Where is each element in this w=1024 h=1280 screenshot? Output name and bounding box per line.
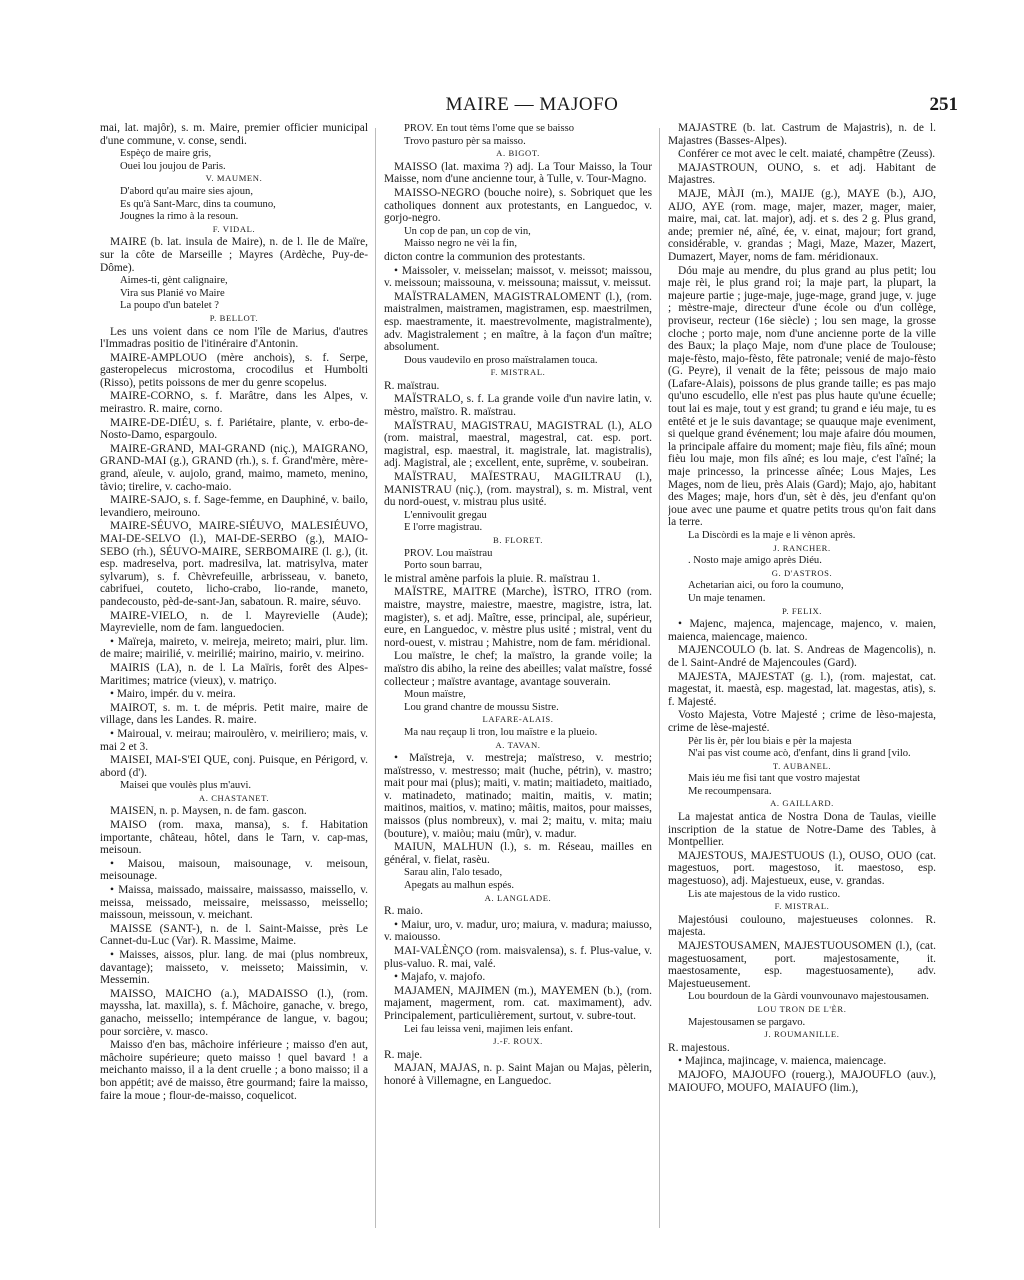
dictionary-entry: • Majenc, majenca, majencage, majenco, v. maien, maienca, maiencage, maienco. [668, 618, 936, 643]
citation-author: P. BELLOT. [209, 312, 259, 323]
column-middle [384, 122, 652, 1242]
dictionary-entry: • Maisses, aissos, plur. lang. de mai (plus nombreux, davantage); maisseto, v. meisseto; Maissimin, v. Messemin. [100, 949, 368, 987]
dictionary-entry: MAJESTA, MAJESTAT (g. l.), (rom. majestat, cat. magestat, it. maestà, esp. magestad, lat. magestas, atis), s. f. Majesté. [668, 670, 936, 708]
running-title: MAIRE — MAJOFO [445, 94, 619, 115]
dictionary-entry: Majestóusi coulouno, majestueuses colonnes. R. majesta. [668, 913, 936, 939]
dictionary-entry: MAÏSTRALAMEN, MAGISTRALOMENT (l.), (rom. maistralmen, maistramen, magistramen, esp. maestrilmen, esp. maestramente, it. maestrevolmente, magistralmente), adv. Magistralement ; en maître, à la façon d'un maître; absolument. [384, 290, 652, 354]
dictionary-entry: MAIRE (b. lat. insula de Maire), n. de l. Ile de Maïre, sur la côte de Marseille ; Mayres (Ardèche, Puy-de-Dôme). [100, 236, 368, 274]
verse-line: Lou bourdoun de la Gàrdi vounvounavo majestousamen. [688, 991, 929, 1003]
dictionary-entry: MAIRE-CORNO, s. f. Marâtre, dans les Alpes, v. meirastro. R. maire, corno. [100, 390, 368, 416]
verse-line: Me recoumpensara. [688, 785, 772, 797]
dictionary-entry: MAIUN, MALHUN (l.), s. m. Réseau, mailles en général, v. fielat, rasèu. [384, 841, 652, 866]
dictionary-entry: MAISSO-NEGRO (bouche noire), s. Sobriquet que les catholiques donnent aux protestants, en Languedoc, v. gorjo-negro. [384, 186, 652, 225]
verse-line: Sarau alin, l'alo tesado, [404, 867, 503, 879]
verse-line: Lis ate majestous de la vido rustico. [688, 888, 841, 900]
dictionary-entry: MAÏSTRE, MAITRE (Marche), ÌSTRO, ITRO (rom. maistre, maystre, maiestre, maestre, magistre, istra, lat. magister), s. et adj. Maître, esse, principal, ale, supérieur, eure, en Languedoc, v. mèstre plus usité ; mistral, vent du nord-ouest, v. mistrau ; Mahistre, nom de fam. méridional. [384, 586, 652, 649]
verse-line: Maisso negro ne vèi la fin, [404, 238, 517, 250]
dictionary-entry: MAJASTROUN, OUNO, s. et adj. Habitant de Majastres. [668, 161, 936, 187]
dictionary-entry: Conférer ce mot avec le celt. maiaté, champêtre (Zeuss). [678, 148, 936, 161]
verse-line: PROV. En tout tèms l'ome que se baisso [404, 123, 575, 134]
page-header [100, 94, 964, 122]
citation-author: J.-F. ROUX. [493, 1036, 543, 1047]
verse-line: Majestousamen se pargavo. [688, 1016, 806, 1028]
page-number: 251 [929, 94, 958, 115]
verse-line: PROV. Lou maïstrau [404, 547, 493, 559]
dictionary-entry: MAIRIS (LA), n. de l. La Maïris, forêt des Alpes-Maritimes; matrice (vieux), v. matriço. [100, 661, 368, 687]
dictionary-entry: MAIRE-VIELO, n. de l. Mayrevielle (Aude); Mayrevielle, nom de fam. languedocien. [100, 609, 368, 635]
dictionary-entry: Maisso d'en bas, mâchoire inférieure ; maisso d'en aut, mâchoire supérieure; queto maisso ! quel bavard ! a meichanto maisso, il a la dent cruelle ; a bono maisso; il a bon appétit; avé de maisso, être gourmand; faire la maisso, faire la moue ; flour-de-maisso, coquelicot. [100, 1039, 368, 1102]
citation-author: A. GAILLARD. [770, 798, 834, 809]
verse-line: Trovo pasturo pèr sa maisso. [404, 135, 526, 147]
verse-line: Maisei que voulès plus m'auvi. [120, 780, 252, 792]
verse-line: Un maje tenamen. [688, 592, 766, 604]
column-left [100, 122, 368, 1242]
dictionary-entry: MAIRE-GRAND, MAI-GRAND (niç.), MAIGRANO, GRAND-MAI (g.), GRAND (rh.), s. f. Grand'mère, mère-grand, aïeule, v. aujolo, grand, maimo, mameto, menino, tàvio; tirelire, v. cacho-maio. [100, 442, 368, 493]
verse-line: La Discòrdi es la maje e li vènon après. [688, 530, 856, 541]
dictionary-entry: Vosto Majesta, Votre Majesté ; crime de lèso-majesta, crime de lèse-majesté. [668, 709, 936, 734]
dictionary-entry: Les uns voient dans ce nom l'île de Marius, d'autres l'Immadras positio de l'itinéraire d'Antonin. [100, 325, 368, 351]
dictionary-entry: MAÏSTRALO, s. f. La grande voile d'un navire latin, v. mèstro, maïstro. R. maïstrau. [384, 393, 652, 419]
dictionary-entry: le mistral amène parfois la pluie. R. maïstrau 1. [384, 572, 601, 585]
dictionary-entry: R. maio. [384, 905, 423, 918]
verse-line: Espèço de maire gris, [120, 148, 212, 160]
dictionary-entry: dicton contre la communion des protestants. [384, 250, 586, 263]
citation-author: A. CHASTANET. [198, 792, 270, 803]
dictionary-entry: R. maïstrau. [384, 379, 440, 392]
citation-author: F. MISTRAL. [774, 901, 830, 912]
dictionary-entry: Lou maïstre, le chef; la maïstro, la grande voile; la maïstro dis abiho, la reine des abeilles; valat maïstre, fossé collecteur ; maïstre avantage, avantage souverain. [384, 650, 652, 688]
citation-author: P. FELIX. [781, 605, 823, 616]
dictionary-entry: • Maiur, uro, v. madur, uro; maiura, v. madura; maiusso, v. maiousso. [384, 918, 652, 944]
dictionary-entry: • Majafo, v. majofo. [394, 971, 486, 984]
citation-author: J. ROUMANILLE. [764, 1029, 840, 1040]
citation-author: V. MAUMEN. [205, 173, 263, 184]
verse-line: N'ai pas vist coume acò, d'enfant, dins li grand [vilo. [688, 748, 911, 760]
citation-author: A. LANGLADE. [484, 892, 552, 903]
dictionary-entry: MAIROT, s. m. t. de mépris. Petit maire, maire de village, dans les Landes. R. maire. [100, 701, 368, 727]
citation-author: J. RANCHER. [773, 542, 831, 553]
citation-author: F. MISTRAL. [490, 367, 546, 378]
verse-line: Dous vaudevilo en proso maïstralamen touca. [404, 354, 598, 366]
verse-line: Un cop de pan, un cop de vin, [404, 225, 531, 237]
dictionary-entry: • Maissa, maissado, maissaire, maissasso, maissello, v. meissa, meissado, meissaire, meissasso, meissello; maissoun, meissoun, v. meichant. [100, 884, 368, 922]
dictionary-entry: MAI-VALÈNÇO (rom. maisvalensa), s. f. Plus-value, v. plus-valuo. R. mai, valé. [384, 945, 652, 970]
verse-line: Es qu'à Sant-Marc, dins ta coumuno, [120, 198, 276, 210]
verse-line: Vira sus Planié vo Maire [120, 287, 225, 299]
citation-author: B. FLORET. [492, 535, 543, 545]
dictionary-entry: mai, lat. majôr), s. m. Maire, premier officier municipal d'une commune, v. conse, sendi. [100, 122, 368, 147]
dictionary-entry: • Maisou, maisoun, maisounage, v. meisoun, meisounage. [100, 857, 368, 883]
dictionary-entry: MAJENCOULO (b. lat. S. Andreas de Magencolis), n. de l. Saint-André de Majencoules (Gard). [668, 644, 936, 669]
dictionary-entry: MAISEN, n. p. Maysen, n. de fam. gascon. [110, 805, 307, 818]
verse-line: Jougnes la rimo à la resoun. [120, 211, 239, 223]
verse-line: E l'orre magistrau. [404, 522, 483, 534]
citation-author: LAFARE-ALAIS. [482, 714, 554, 725]
column-right [668, 122, 936, 1242]
dictionary-entry: MAIRE-DE-DIÉU, s. f. Pariétaire, plante, v. erbo-de-Nosto-Damo, espargoulo. [100, 416, 368, 442]
dictionary-entry: MAJESTOUS, MAJESTUOUS (l.), OUSO, OUO (cat. magestuos, port. magestoso, it. maestoso, esp. magestuoso), adj. Majestueux, euse, v. grandas. [668, 849, 936, 888]
dictionary-entry: La majestat antica de Nostra Dona de Taulas, vieille inscription de la statue de Notre-Dame des Tables, à Montpellier. [668, 811, 936, 849]
dictionary-entry: MAISEI, MAI-S'EI QUE, conj. Puisque, en Périgord, v. abord (d'). [100, 754, 368, 779]
dictionary-entry: R. maje. [384, 1048, 423, 1061]
verse-line: La poupo d'un batelet ? [120, 300, 219, 312]
dictionary-entry: R. majestous. [668, 1041, 730, 1054]
dictionary-entry: MAÏSTRAU, MAÏESTRAU, MAGILTRAU (l.), MANISTRAU (niç.), (rom. maystral), s. m. Mistral, vent du nord-ouest, v. mistrau plus usité. [384, 471, 652, 509]
dictionary-entry: • Mairo, impér. du v. meira. [110, 688, 236, 701]
dictionary-entry: MAIRE-AMPLOUO (mère anchois), s. f. Serpe, gasteropelecus microstoma, crocodilus et Humbolti (Risso), petits poissons de mer du genre scopelus. [100, 351, 368, 389]
verse-line: L'ennivoulit gregau [404, 509, 487, 521]
verse-line: Aimes-ti, gènt calignaire, [120, 275, 228, 287]
citation-author: A. BIGOT. [496, 148, 540, 159]
dictionary-entry: MAISSO, MAICHO (a.), MADAISSO (l.), (rom. mayssha, lat. maxilla), s. f. Mâchoire, ganache, v. brego, ganacho, meissello; intempérance de langue, v. bagou; pour sorcière, v. masco. [100, 987, 368, 1038]
dictionary-entry: MAJASTRE (b. lat. Castrum de Majastris), n. de l. Majastres (Basses-Alpes). [668, 122, 936, 147]
dictionary-entry: MAISSE (SANT-), n. de l. Saint-Maisse, près Le Cannet-du-Luc (Var). R. Massime, Maime. [100, 922, 368, 948]
dictionary-entry: MAIRE-SAJO, s. f. Sage-femme, en Dauphiné, v. bailo, levandiero, meirouno. [100, 494, 368, 519]
dictionary-entry: Dóu maje au mendre, du plus grand au plus petit; lou maje rèi, le plus grand roi; la maje part, la plupart, la majeure partie ; juge-maje, juge-mage, grand juge, v. juge ; mèstre-maje, directeur d'une école ou d'un collège, proviseur, recteur (16e siècle) ; lou sen mage, la grosse cloche ; porto maje, nom d'une ancienne porte de la ville des Baux; la plaço Maje, nom d'une place de Toulouse; maje-fèsto, majo-fèsto, fête patronale; venié de majo-fèsto (G. Peyre), il venait de la fête; peissous de majo maio (Lafare-Alais), poissons de plus grande taille; es pas majo qu'uno escudello, elle n'est pas plus haute qu'une écuelle; tout lai es maje, tout y est grand; tu grand e iéu maje, tu es entêté et je le suis davantage; se quauque maje eveniment, si quelque grand événement; lou maje afaire dóu moumen, la principale affaire du moment; maje fièu, fils aîné; moun fièu lou maje, mon fils aîné; es lou maje, c'est l'aîné; la maje princesso, la princesse aînée; Lous Majes, Les Mages, nom de lieu, près Alais (Gard); Majo, ajo, habitant des Mages; maje, hors d'un, sèt è dès, jeu d'enfant qu'on joue avec une paume et quatre petits trous qu'on fait dans la terre. [668, 264, 936, 529]
dictionary-entry: MAJESTOUSAMEN, MAJESTUOUSOMEN (l.), (cat. magestuosament, port. majestosamente, it. maestosamente, esp. magestuosamente), adv. Majestueusement. [668, 940, 936, 990]
dictionary-entry: MAISO (rom. maxa, mansa), s. f. Habitation importante, château, hôtel, dans le Tarn, v. cap-mas, meisoun. [100, 819, 368, 857]
verse-line: Moun maïstre, [404, 689, 466, 701]
verse-line: Pèr lis èr, pèr lou biais e pèr la majesta [688, 735, 852, 747]
dictionary-entry: • Maissoler, v. meisselan; maissot, v. meissot; maissou, v. meissoun; maissouna, v. meissouna; maissut, v. meissut. [384, 264, 652, 290]
dictionary-entry: • Mairoual, v. meirau; mairoulèro, v. meiriliero; mais, v. mai 2 et 3. [100, 727, 368, 753]
citation-author: A. TAVAN. [495, 739, 541, 750]
dictionary-entry: MAJAN, MAJAS, n. p. Saint Majan ou Majas, pèlerin, honoré à Villemagne, en Languedoc. [384, 1062, 652, 1087]
dictionary-entry: • Majinca, majincage, v. maienca, maiencage. [678, 1055, 887, 1068]
verse-line: Porto soun barrau, [404, 560, 482, 572]
text-columns [100, 122, 970, 1242]
dictionary-entry: MAJOFO, MAJOUFO (rouerg.), MAJOUFLO (auv.), MAIOUFO, MOUFO, MAIAUFO (lim.), [668, 1068, 936, 1094]
verse-line: Ma nau reçaup li tron, lou maïstre e la plueio. [404, 726, 598, 738]
verse-line: Lei fau leissa veni, majimen leis enfant. [404, 1023, 573, 1035]
dictionary-entry: MAÏSTRAU, MAGISTRAU, MAGISTRAL (l.), ALO (rom. maistral, maestral, magestral, cat. esp. port. magistral, esp. maestral, it. magistrale, lat. magistralis), adj. Magistral, ale ; excellent, ente, suprême, v. soubeiran. [384, 419, 652, 470]
verse-line: Achetarian aici, ou foro la coumuno, [688, 580, 844, 592]
citation-author: G. D'ASTROS. [771, 567, 833, 578]
dictionary-entry: MAJE, MÀJI (m.), MAIJE (g.), MAYE (b.), AJO, AIJO, AYE (rom. mage, majer, mazer, mager, maier, maire, mai, cat. lat. major), adj. et s. des 2 g. Plus grand, ande; premier né, aîné, ée, v. einat, majour; fort grand, considérable, v. grandas ; Magi, Maze, Mazer, Mazert, Dumazert, Mayer, noms de fam. méridionaux. [668, 187, 936, 263]
verse-line: D'abord qu'au maire sies ajoun, [120, 185, 253, 197]
dictionary-entry: MAISSO (lat. maxima ?) adj. La Tour Maisso, la Tour Maisse, nom d'une ancienne tour, à Tulle, v. Tour-Magno. [384, 160, 652, 186]
verse-line: Lou grand chantre de moussu Sistre. [404, 701, 559, 713]
verse-line: Apegats au malhun espés. [404, 880, 515, 892]
citation-author: F. VIDAL. [212, 223, 256, 234]
dictionary-entry: • Maïstreja, v. mestreja; maïstreso, v. mestrio; maïstresso, v. mestresso; mait (huche, pétrin), v. mastro; mait pour mai (plus); maiti, v. matin; maitiadeto, maitiado, v. matinadeto, matinado; maitin, maitis, v. matin; maitinos, maitios, v. matino; mâitis, maitos, pour maisses, maissos (plus nombreux), v. mai 2; maitu, v. mita; maiu (bouture), v. maiòu; maiu (mûr), v. madur. [384, 752, 652, 840]
verse-line: Mais iéu me fisi tant que vostro majestat [688, 773, 861, 785]
dictionary-entry: MAIRE-SÉUVO, MAIRE-SIÉUVO, MALESIÉUVO, MAI-DE-SELVO (l.), MAI-DE-SERBO (g.), MAIO-SEBO (rh.), SÉUVO-MAIRE, SERBOMAIRE (l. g.), (it. esp. madreselva, port. madresilva, lat. matrisylva, mater sylvarum), s. f. Chèvrefeuille, arbrisseau, v. baneto, cabrifuei, couteto, licho-crabo, lio-rande, maneto, pandecousto, pèd-de-sant-Jan, sabatoun. R. maire, séuvo. [100, 520, 368, 608]
verse-line: Ouei lou joujou de Paris. [120, 160, 226, 172]
citation-author: LOU TRON DE L'ÈR. [757, 1003, 847, 1014]
verse-line: . Nosto maje amigo après Diéu. [688, 555, 822, 567]
citation-author: T. AUBANEL. [772, 760, 832, 771]
dictionary-entry: MAJAMEN, MAJIMEN (m.), MAYEMEN (b.), (rom. majament, magerment, rom. cat. maximament), adv. Principalement, particulièrement, surtout, v. subre-tout. [384, 984, 652, 1022]
dictionary-entry: • Maïreja, maireto, v. meireja, meireto; mairi, plur. lim. de maire; mairilié, v. meirilié; mairino, mairio, v. meirino. [100, 635, 368, 661]
